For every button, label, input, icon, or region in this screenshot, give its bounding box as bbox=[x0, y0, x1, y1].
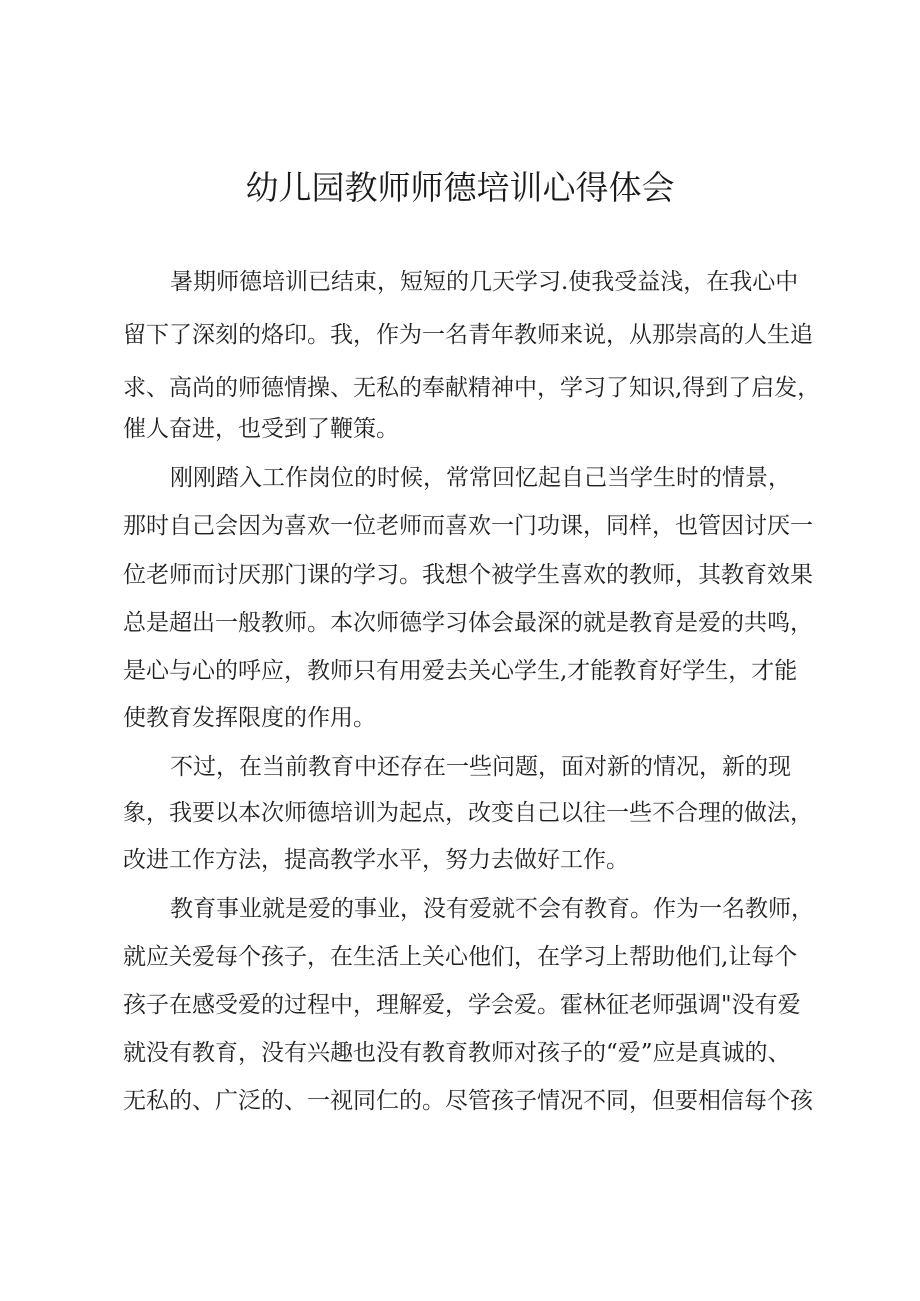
paragraph-1-line-1: 暑期师德培训已结束，短短的几天学习.使我受益浅，在我心中 bbox=[170, 269, 799, 295]
paragraph-4-line-3: 孩子在感受爱的过程中，理解爱，学会爱。霍林征老师强调"没有爱 bbox=[123, 992, 801, 1018]
paragraph-2-line-6: 使教育发挥限度的作用。 bbox=[123, 705, 376, 731]
paragraph-4-line-1: 教育事业就是爱的事业，没有爱就不会有教育。作为一名教师， bbox=[170, 896, 814, 922]
paragraph-4-line-5: 无私的、广泛的、一视同仁的。尽管孩子情况不同，但要相信每个孩 bbox=[123, 1088, 813, 1114]
paragraph-3-line-1: 不过，在当前教育中还存在一些问题，面对新的情况，新的现 bbox=[170, 754, 791, 780]
paragraph-3-line-2: 象，我要以本次师德培训为起点，改变自己以往一些不合理的做法， bbox=[123, 800, 813, 826]
paragraph-1-line-2: 留下了深刻的烙印。我，作为一名青年教师来说，从那崇高的人生追 bbox=[123, 322, 813, 348]
paragraph-2-line-2: 那时自己会因为喜欢一位老师而喜欢一门功课，同样，也管因讨厌一 bbox=[123, 513, 813, 539]
paragraph-2-line-4: 总是超出一般教师。本次师德学习体会最深的就是教育是爱的共鸣， bbox=[123, 610, 813, 636]
paragraph-2-line-5: 是心与心的呼应，教师只有用爱去关心学生,才能教育好学生，才能 bbox=[123, 658, 798, 684]
paragraph-4-line-4: 就没有教育，没有兴趣也没有教育教师对孩子的“爱”应是真诚的、 bbox=[123, 1040, 791, 1066]
paragraph-2-line-1: 刚刚踏入工作岗位的时候，常常回忆起自己当学生时的情景， bbox=[170, 465, 791, 491]
paragraph-1-line-3: 求、高尚的师德情操、无私的奉献精神中，学习了知识,得到了启发， bbox=[123, 375, 821, 401]
paragraph-4-line-2: 就应关爱每个孩子，在生活上关心他们，在学习上帮助他们,让每个 bbox=[123, 944, 798, 970]
document-title: 幼儿园教师师德培训心得体会 bbox=[245, 168, 675, 207]
paragraph-3-line-3: 改进工作方法，提高教学水平，努力去做好工作。 bbox=[123, 847, 629, 873]
paragraph-1-line-4: 催人奋进，也受到了鞭策。 bbox=[123, 416, 399, 442]
paragraph-2-line-3: 位老师而讨厌那门课的学习。我想个被学生喜欢的教师，其教育效果 bbox=[123, 562, 813, 588]
